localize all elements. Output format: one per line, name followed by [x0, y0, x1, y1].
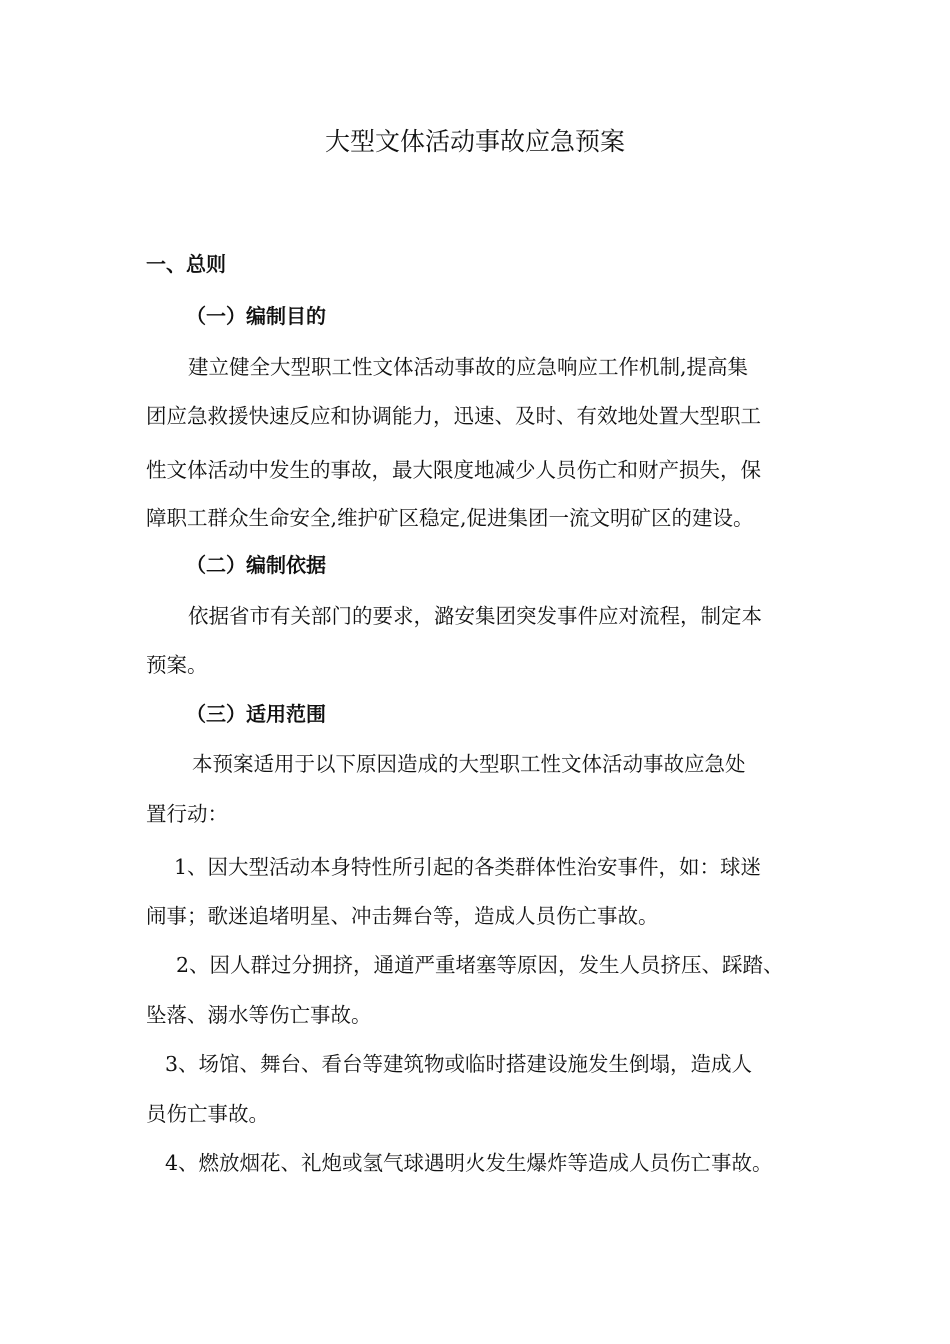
paragraph-line: 置行动： — [146, 802, 228, 826]
list-item: 2、因人群过分拥挤，通道严重堵塞等原因，发生人员挤压、踩踏、 — [176, 953, 784, 977]
list-item: 4、燃放烟花、礼炮或氢气球遇明火发生爆炸等造成人员伤亡事故。 — [165, 1151, 773, 1175]
paragraph-line: 预案。 — [146, 653, 208, 677]
paragraph-line: 建立健全大型职工性文体活动事故的应急响应工作机制,提高集 — [188, 355, 749, 379]
paragraph-line: 障职工群众生命安全,维护矿区稳定,促进集团一流文明矿区的建设。 — [146, 506, 754, 530]
subsection-heading-basis: （二）编制依据 — [186, 553, 326, 577]
list-item: 3、场馆、舞台、看台等建筑物或临时搭建设施发生倒塌，造成人 — [165, 1052, 753, 1076]
paragraph-line: 团应急救援快速反应和协调能力，迅速、及时、有效地处置大型职工 — [146, 404, 761, 428]
list-item-continuation: 员伤亡事故。 — [146, 1102, 269, 1126]
document-title: 大型文体活动事故应急预案 — [324, 127, 625, 156]
paragraph-line: 性文体活动中发生的事故，最大限度地减少人员伤亡和财产损失，保 — [146, 458, 761, 482]
section-heading-general: 一、总则 — [146, 252, 226, 276]
paragraph-line: 依据省市有关部门的要求，潞安集团突发事件应对流程，制定本 — [188, 604, 762, 628]
list-item-continuation: 坠落、溺水等伤亡事故。 — [146, 1003, 372, 1027]
list-item: 1、因大型活动本身特性所引起的各类群体性治安事件，如：球迷 — [174, 855, 762, 879]
list-item-continuation: 闹事；歌迷追堵明星、冲击舞台等，造成人员伤亡事故。 — [146, 904, 659, 928]
paragraph-line: 本预案适用于以下原因造成的大型职工性文体活动事故应急处 — [192, 752, 746, 776]
subsection-heading-purpose: （一）编制目的 — [186, 304, 326, 328]
subsection-heading-scope: （三）适用范围 — [186, 702, 326, 726]
